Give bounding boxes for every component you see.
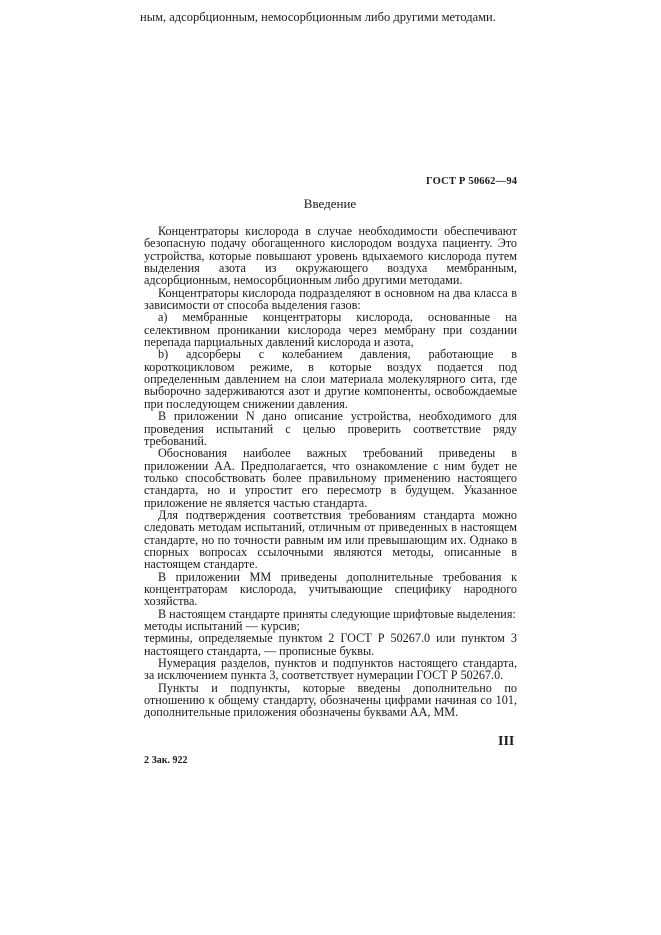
paragraph: Концентраторы кислорода подразделяют в основном на два класса в зависимости от способа выделения газов:	[144, 285, 517, 313]
body-text	[144, 225, 517, 719]
paragraph: В настоящем стандарте приняты следующие шрифтовые выделения:	[158, 606, 516, 621]
section-title: Введение	[303, 196, 357, 211]
page-number: III	[498, 734, 515, 749]
paragraph: термины, определяемые пунктом 2 ГОСТ Р 50267.0 или пунктом 3 настоящего стандарта, — прописные буквы.	[144, 631, 517, 658]
standard-id-header: ГОСТ Р 50662—94	[426, 176, 518, 187]
paragraph: Пункты и подпункты, которые введены дополнительно по отношению к общему стандарту, обозначены цифрами начиная со 101, дополнительные приложения обозначены буквами АА, ММ.	[144, 680, 517, 720]
paragraph: В приложении N дано описание устройства, необходимого для проведения испытаний с целью проверить соответствие ряду требований.	[144, 409, 517, 448]
paragraph: Обоснования наиболее важных требований приведены в приложении АА. Предполагается, что ознакомление с ним будет не только способствовать более правильному применению настоящего стандарта, но и упростит его пересмотр в будущем. Указанное приложение не является частью стандарта.	[144, 446, 517, 510]
paragraph: b) адсорберы с колебанием давления, работающие в короткоцикловом режиме, в которые воздух подается под определенным давлением на слои материала молекулярного сита, где выборочно задерживаются азот и другие компоненты, освобождаемые при последующем снижении давления.	[144, 347, 517, 411]
paragraph: Концентраторы кислорода в случае необходимости обеспечивают безопасную подачу обогащенного кислородом воздуха пациенту. Это устройства, которые повышают уровень вдыхаемого кислорода путем выделения азота из окружающего воздуха мембранным, адсорбционным, немосорбционным либо другими методами.	[144, 224, 517, 288]
paragraph: В приложении ММ приведены дополнительные требования к концентраторам кислорода, учитывающие специфику народного хозяйства.	[144, 569, 517, 609]
paragraph: методы испытаний — курсив;	[144, 619, 300, 633]
print-order-note: 2 Зак. 922	[144, 755, 188, 766]
paragraph: а) мембранные концентраторы кислорода, основанные на селективном проникании кислорода через мембрану при создании перепада парциальных давлений кислорода и азота,	[144, 310, 517, 350]
paragraph: Нумерация разделов, пунктов и подпунктов настоящего стандарта, за исключением пункта 3, соответствует нумерации ГОСТ Р 50267.0.	[144, 656, 517, 683]
paragraph: Для подтверждения соответствия требованиям стандарта можно следовать методам испытаний, отличным от приведенных в настоящем стандарте, но по точности равным им или превышающим их. Однако в спорных вопросах ссылочными являются методы, описанные в настоящем стандарте.	[144, 507, 517, 572]
previous-page-fragment: ным, адсорбционным, немосорбционным либо другими методами.	[140, 10, 496, 24]
